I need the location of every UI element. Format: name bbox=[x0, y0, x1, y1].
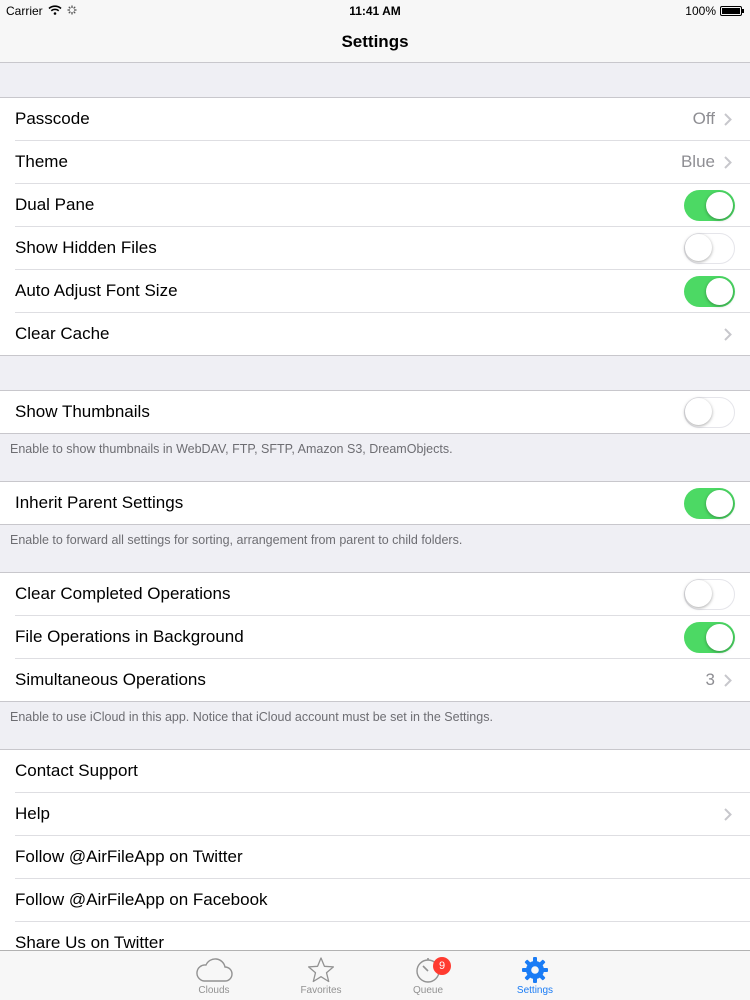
follow-facebook-row[interactable] bbox=[15, 879, 750, 922]
passcode-value: Off bbox=[692, 109, 715, 128]
tab-bar bbox=[0, 950, 750, 1000]
simultaneous-operations-value: 3 bbox=[705, 670, 715, 689]
row-label: Dual Pane bbox=[15, 195, 95, 214]
chevron-right-icon bbox=[721, 807, 735, 821]
row-label: Passcode bbox=[15, 109, 90, 128]
theme-row[interactable] bbox=[15, 141, 750, 184]
chevron-right-icon bbox=[721, 673, 735, 687]
queue-badge: 9 bbox=[433, 957, 451, 975]
show-thumbnails-row bbox=[15, 391, 750, 433]
file-operations-background-toggle[interactable] bbox=[684, 622, 735, 653]
row-label: Show Thumbnails bbox=[15, 402, 150, 421]
file-operations-background-row bbox=[15, 616, 750, 659]
tab-settings[interactable] bbox=[495, 955, 575, 996]
row-label: Help bbox=[15, 804, 50, 823]
row-label: Follow @AirFileApp on Facebook bbox=[15, 890, 268, 909]
star-icon bbox=[281, 955, 361, 985]
row-label: Show Hidden Files bbox=[15, 238, 157, 257]
status-right bbox=[685, 4, 742, 18]
settings-table[interactable] bbox=[0, 63, 750, 950]
row-label: File Operations in Background bbox=[15, 627, 244, 646]
dual-pane-row bbox=[15, 184, 750, 227]
gear-icon bbox=[495, 955, 575, 985]
row-label: Share Us on Twitter bbox=[15, 933, 164, 950]
tab-queue[interactable] bbox=[388, 955, 468, 996]
support-section bbox=[0, 749, 750, 950]
show-hidden-files-toggle[interactable] bbox=[684, 233, 735, 264]
inherit-section bbox=[0, 481, 750, 525]
row-label: Clear Completed Operations bbox=[15, 584, 231, 603]
help-row[interactable] bbox=[15, 793, 750, 836]
row-label: Simultaneous Operations bbox=[15, 670, 206, 689]
carrier-label: Carrier bbox=[6, 4, 43, 18]
tab-label: Queue bbox=[412, 985, 444, 996]
auto-adjust-font-size-toggle[interactable] bbox=[684, 276, 735, 307]
simultaneous-operations-row[interactable] bbox=[15, 659, 750, 701]
theme-value: Blue bbox=[680, 152, 715, 171]
row-label: Auto Adjust Font Size bbox=[15, 281, 178, 300]
status-time: 11:41 AM bbox=[349, 4, 401, 18]
contact-support-row[interactable] bbox=[15, 750, 750, 793]
operations-footer: Enable to use iCloud in this app. Notice that iCloud account must be set in the Settings. bbox=[10, 710, 493, 724]
auto-adjust-font-size-row bbox=[15, 270, 750, 313]
page-title: Settings bbox=[341, 32, 409, 51]
passcode-row[interactable] bbox=[15, 98, 750, 141]
navigation-bar bbox=[0, 22, 750, 63]
battery-icon bbox=[720, 6, 742, 16]
row-label: Follow @AirFileApp on Twitter bbox=[15, 847, 243, 866]
timer-icon bbox=[388, 955, 468, 985]
battery-percent: 100% bbox=[685, 4, 716, 18]
share-twitter-row[interactable] bbox=[15, 922, 750, 950]
cloud-icon bbox=[174, 955, 254, 985]
thumbnails-footer: Enable to show thumbnails in WebDAV, FTP, SFTP, Amazon S3, DreamObjects. bbox=[10, 442, 453, 456]
thumbnails-section bbox=[0, 390, 750, 434]
clear-completed-operations-toggle[interactable] bbox=[684, 579, 735, 610]
dual-pane-toggle[interactable] bbox=[684, 190, 735, 221]
tab-label: Settings bbox=[516, 985, 554, 996]
tab-label: Clouds bbox=[198, 985, 230, 996]
row-label: Theme bbox=[15, 152, 68, 171]
inherit-footer: Enable to forward all settings for sorting, arrangement from parent to child folders. bbox=[10, 533, 463, 547]
tab-clouds[interactable] bbox=[174, 955, 254, 996]
follow-twitter-row[interactable] bbox=[15, 836, 750, 879]
clear-completed-operations-row bbox=[15, 573, 750, 616]
row-label: Clear Cache bbox=[15, 324, 110, 343]
inherit-parent-settings-toggle[interactable] bbox=[684, 488, 735, 519]
status-bar bbox=[0, 0, 750, 22]
general-section bbox=[0, 97, 750, 356]
operations-section bbox=[0, 572, 750, 702]
chevron-right-icon bbox=[721, 112, 735, 126]
row-label: Contact Support bbox=[15, 761, 138, 780]
chevron-right-icon bbox=[721, 327, 735, 341]
tab-favorites[interactable] bbox=[281, 955, 361, 996]
show-thumbnails-toggle[interactable] bbox=[684, 397, 735, 428]
tab-label: Favorites bbox=[300, 985, 342, 996]
inherit-parent-settings-row bbox=[15, 482, 750, 524]
show-hidden-files-row bbox=[15, 227, 750, 270]
row-label: Inherit Parent Settings bbox=[15, 493, 184, 512]
clear-cache-row[interactable] bbox=[15, 313, 750, 355]
chevron-right-icon bbox=[721, 155, 735, 169]
